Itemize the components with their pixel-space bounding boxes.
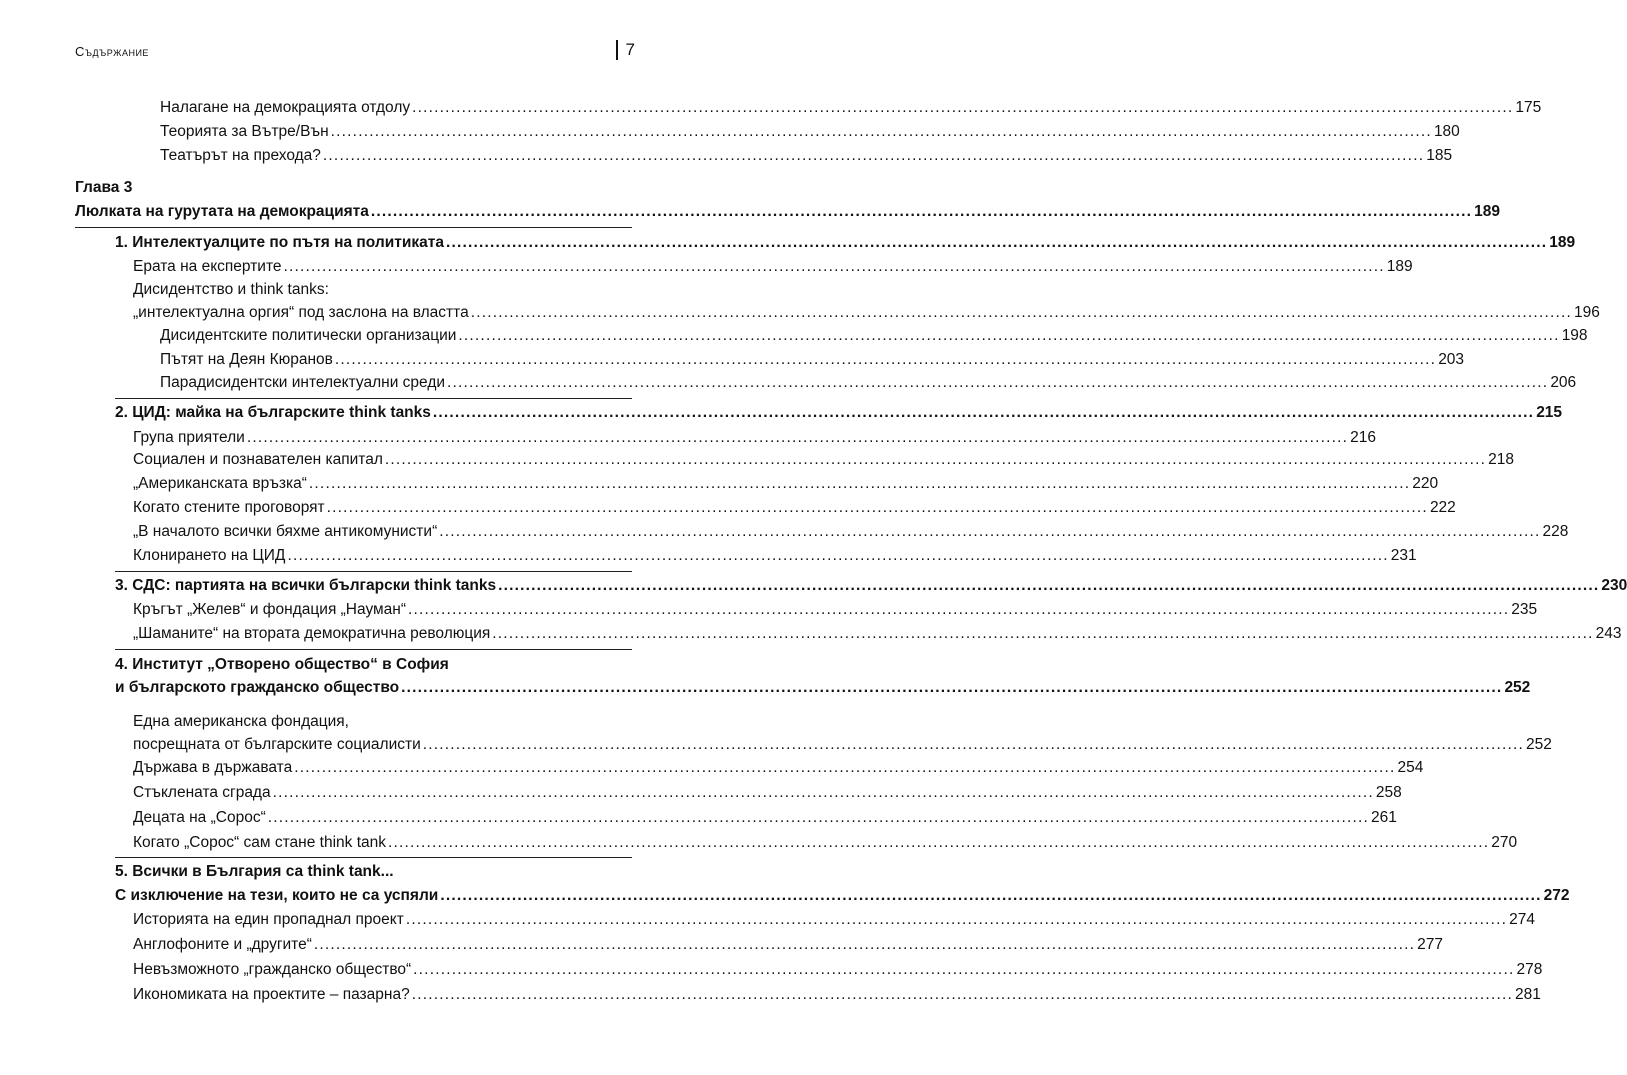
toc-leader-dots: ........................................................................................................................................................................................................	[440, 887, 1542, 904]
toc-page-number: 230	[1601, 577, 1627, 594]
section-title	[115, 233, 1576, 253]
toc-entry-title: „Американската връзка“	[133, 475, 307, 492]
toc-entry-title: Парадисидентски интелектуални среди	[160, 374, 446, 391]
toc-entry	[133, 833, 1518, 853]
toc-page-number: 180	[1433, 123, 1460, 140]
toc-page-number: 189	[1549, 234, 1576, 251]
toc-leader-dots: ........................................................................................................................................................................................................	[283, 258, 1385, 275]
toc-page-number: 206	[1550, 374, 1577, 391]
toc-leader-dots: ........................................................................................................................................................................................................	[447, 374, 1549, 391]
toc-page-number: 252	[1504, 679, 1531, 696]
toc-leader-dots: ........................................................................................................................................................................................................	[267, 809, 1370, 826]
toc-entry-title: Кръгът „Желев“ и фондация „Науман“	[133, 601, 407, 618]
toc-entry-title: Децата на „Сорос“	[133, 809, 266, 826]
toc-page-number: 277	[1417, 936, 1444, 953]
toc-page-number: 203	[1438, 351, 1465, 368]
toc-page-number: 252	[1526, 736, 1552, 753]
toc-leader-dots: ........................................................................................................................................................................................................	[272, 784, 1374, 801]
toc-entry	[133, 428, 1376, 448]
section-divider	[115, 857, 632, 858]
toc-entry-title: Дисидентство и think tanks:	[133, 281, 329, 298]
toc-entry	[133, 735, 1552, 755]
toc-entry-title: Пътят на Деян Кюранов	[160, 351, 333, 368]
section-title	[115, 886, 1570, 906]
section-divider	[115, 649, 632, 650]
toc-page-number: 175	[1515, 99, 1542, 116]
toc-page-number: 222	[1429, 499, 1456, 516]
toc-entry-title: С изключение на тези, които не са успяли	[115, 887, 439, 904]
toc-page-number: 272	[1543, 887, 1570, 904]
toc-page-number: 270	[1491, 834, 1518, 851]
toc-page-number: 258	[1375, 784, 1402, 801]
toc-leader-dots: ........................................................................................................................................................................................................	[422, 736, 1525, 753]
toc-entry-title: Театърът на прехода?	[160, 147, 321, 164]
toc-entry	[133, 910, 1535, 930]
toc-entry-title: 4. Институт „Отворено общество“ в София	[115, 656, 449, 673]
toc-leader-dots: ........................................................................................................................................................................................................	[401, 679, 1503, 696]
toc-entry-title: Държава в държавата	[133, 759, 293, 776]
toc-entry-title: 1. Интелектуалците по пътя на политиката	[115, 234, 444, 251]
toc-page-number: 189	[1474, 203, 1501, 220]
toc-entry	[133, 935, 1444, 955]
section-title	[115, 655, 632, 675]
toc-leader-dots: ........................................................................................................................................................................................................	[294, 759, 1396, 776]
toc-entry-title: Когато стените проговорят	[133, 499, 325, 516]
toc-entry-title: 5. Всички в България са think tank...	[115, 863, 394, 880]
toc-entry-title: „В началото всички бяхме антикомунисти“	[133, 523, 438, 540]
section-title	[115, 576, 1627, 596]
toc-leader-dots: ........................................................................................................................................................................................................	[308, 475, 1411, 492]
toc-entry-title: Теорията за Вътре/Вън	[160, 123, 329, 140]
toc-entry-prev	[160, 98, 1542, 118]
toc-leader-dots: ........................................................................................................................................................................................................	[498, 577, 1600, 594]
toc-leader-dots: ........................................................................................................................................................................................................	[412, 99, 1514, 116]
toc-page-number: 254	[1397, 759, 1424, 776]
toc-page-number: 278	[1516, 961, 1543, 978]
toc-entry-title: Социален и познавателен капитал	[133, 451, 383, 468]
chapter-title	[75, 202, 1501, 222]
toc-page-number: 220	[1412, 475, 1439, 492]
toc-subentry	[160, 373, 1577, 393]
toc-entry-title: 2. ЦИД: майка на българските think tanks	[115, 404, 431, 421]
toc-entry-title: Дисидентските политически организации	[160, 327, 457, 344]
toc-leader-dots: ........................................................................................................................................................................................................	[334, 351, 1437, 368]
toc-leader-dots: ........................................................................................................................................................................................................	[287, 547, 1389, 564]
toc-entry	[133, 546, 1417, 566]
chapter-label	[75, 178, 632, 198]
section-divider	[75, 227, 632, 228]
section-title	[115, 862, 632, 882]
toc-entry	[133, 960, 1543, 980]
toc-leader-dots: ........................................................................................................................................................................................................	[458, 327, 1560, 344]
toc-entry-title: Група приятели	[133, 429, 245, 446]
toc-page-number: 218	[1488, 451, 1515, 468]
toc-leader-dots: ........................................................................................................................................................................................................	[492, 625, 1594, 642]
toc-page-number: 198	[1561, 327, 1588, 344]
toc-entry	[133, 600, 1538, 620]
toc-entry-title: Невъзможното „гражданско общество“	[133, 961, 412, 978]
toc-entry	[133, 758, 1424, 778]
toc-page-number: 216	[1350, 429, 1376, 446]
toc-leader-dots: ........................................................................................................................................................................................................	[322, 147, 1425, 164]
toc-entry	[133, 498, 1456, 518]
toc-page-number: 274	[1509, 911, 1535, 928]
section-title	[115, 403, 1563, 423]
toc-page-number: 243	[1595, 625, 1622, 642]
toc-leader-dots: ........................................................................................................................................................................................................	[246, 429, 1349, 446]
toc-entry	[133, 522, 1569, 542]
toc-entry-title: Ерата на експертите	[133, 258, 282, 275]
toc-entry-title: посрещната от българските социалисти	[133, 736, 421, 753]
toc-subentry	[160, 350, 1465, 370]
toc-page-number: 196	[1573, 304, 1600, 321]
toc-entry-title: „интелектуална оргия“ под заслона на властта	[133, 304, 469, 321]
toc-entry	[133, 985, 1541, 1005]
toc-entry-title: Историята на един пропаднал проект	[133, 911, 404, 928]
toc-entry-title: 3. СДС: партията на всички български think tanks	[115, 577, 497, 594]
toc-entry	[133, 712, 632, 732]
toc-leader-dots: ........................................................................................................................................................................................................	[413, 961, 1515, 978]
toc-entry-prev	[160, 146, 1453, 166]
toc-page-number: 231	[1390, 547, 1417, 564]
toc-entry-title: Икономиката на проектите – пазарна?	[133, 986, 410, 1003]
toc-entry-title: Англофоните и „другите“	[133, 936, 312, 953]
toc-entry-title: Глава 3	[75, 179, 133, 196]
toc-leader-dots: ........................................................................................................................................................................................................	[470, 304, 1572, 321]
toc-page-number: 215	[1536, 404, 1563, 421]
section-divider	[115, 571, 632, 572]
toc-entry-prev	[160, 122, 1460, 142]
running-title: Съдържание	[75, 44, 149, 59]
toc-entry	[133, 280, 632, 300]
toc-subentry	[160, 326, 1588, 346]
toc-entry	[133, 450, 1515, 470]
toc-entry	[133, 624, 1622, 644]
toc-entry-title: и българското гражданско общество	[115, 679, 400, 696]
toc-entry	[133, 808, 1397, 828]
toc-leader-dots: ........................................................................................................................................................................................................	[313, 936, 1416, 953]
toc-leader-dots: ........................................................................................................................................................................................................	[432, 404, 1535, 421]
toc-entry-title: Една американска фондация,	[133, 713, 349, 730]
toc-leader-dots: ........................................................................................................................................................................................................	[326, 499, 1428, 516]
page-number-block	[616, 40, 635, 60]
toc-page-number: 235	[1511, 601, 1538, 618]
toc-page-number: 189	[1386, 258, 1413, 275]
toc-entry	[133, 303, 1600, 323]
toc-leader-dots: ........................................................................................................................................................................................................	[384, 451, 1487, 468]
section-divider	[115, 398, 632, 399]
toc-page-number: 261	[1371, 809, 1397, 826]
toc-page-number: 281	[1514, 986, 1541, 1003]
toc-entry	[133, 783, 1402, 803]
toc-entry-title: Налагане на демокрацията отдолу	[160, 99, 411, 116]
toc-leader-dots: ........................................................................................................................................................................................................	[408, 601, 1510, 618]
toc-leader-dots: ........................................................................................................................................................................................................	[411, 986, 1513, 1003]
toc-leader-dots: ........................................................................................................................................................................................................	[370, 203, 1473, 220]
toc-leader-dots: ........................................................................................................................................................................................................	[405, 911, 1508, 928]
toc-entry-title: Стъклената сграда	[133, 784, 271, 801]
toc-leader-dots: ........................................................................................................................................................................................................	[388, 834, 1490, 851]
toc-entry-title: „Шаманите“ на втората демократична революция	[133, 625, 491, 642]
toc-page-number: 185	[1426, 147, 1453, 164]
toc-page-number: 228	[1542, 523, 1569, 540]
toc-entry	[133, 474, 1439, 494]
toc-leader-dots: ........................................................................................................................................................................................................	[439, 523, 1541, 540]
toc-leader-dots: ........................................................................................................................................................................................................	[330, 123, 1432, 140]
divider-bar	[616, 40, 618, 60]
toc-entry-title: Клонирането на ЦИД	[133, 547, 286, 564]
toc-leader-dots: ........................................................................................................................................................................................................	[445, 234, 1548, 251]
toc-entry-title: Когато „Сорос“ сам стане think tank	[133, 834, 386, 851]
page-number: 7	[625, 40, 635, 59]
toc-entry-title: Люлката на гурутата на демокрацията	[75, 203, 369, 220]
toc-entry	[133, 257, 1413, 277]
section-title	[115, 678, 1531, 698]
